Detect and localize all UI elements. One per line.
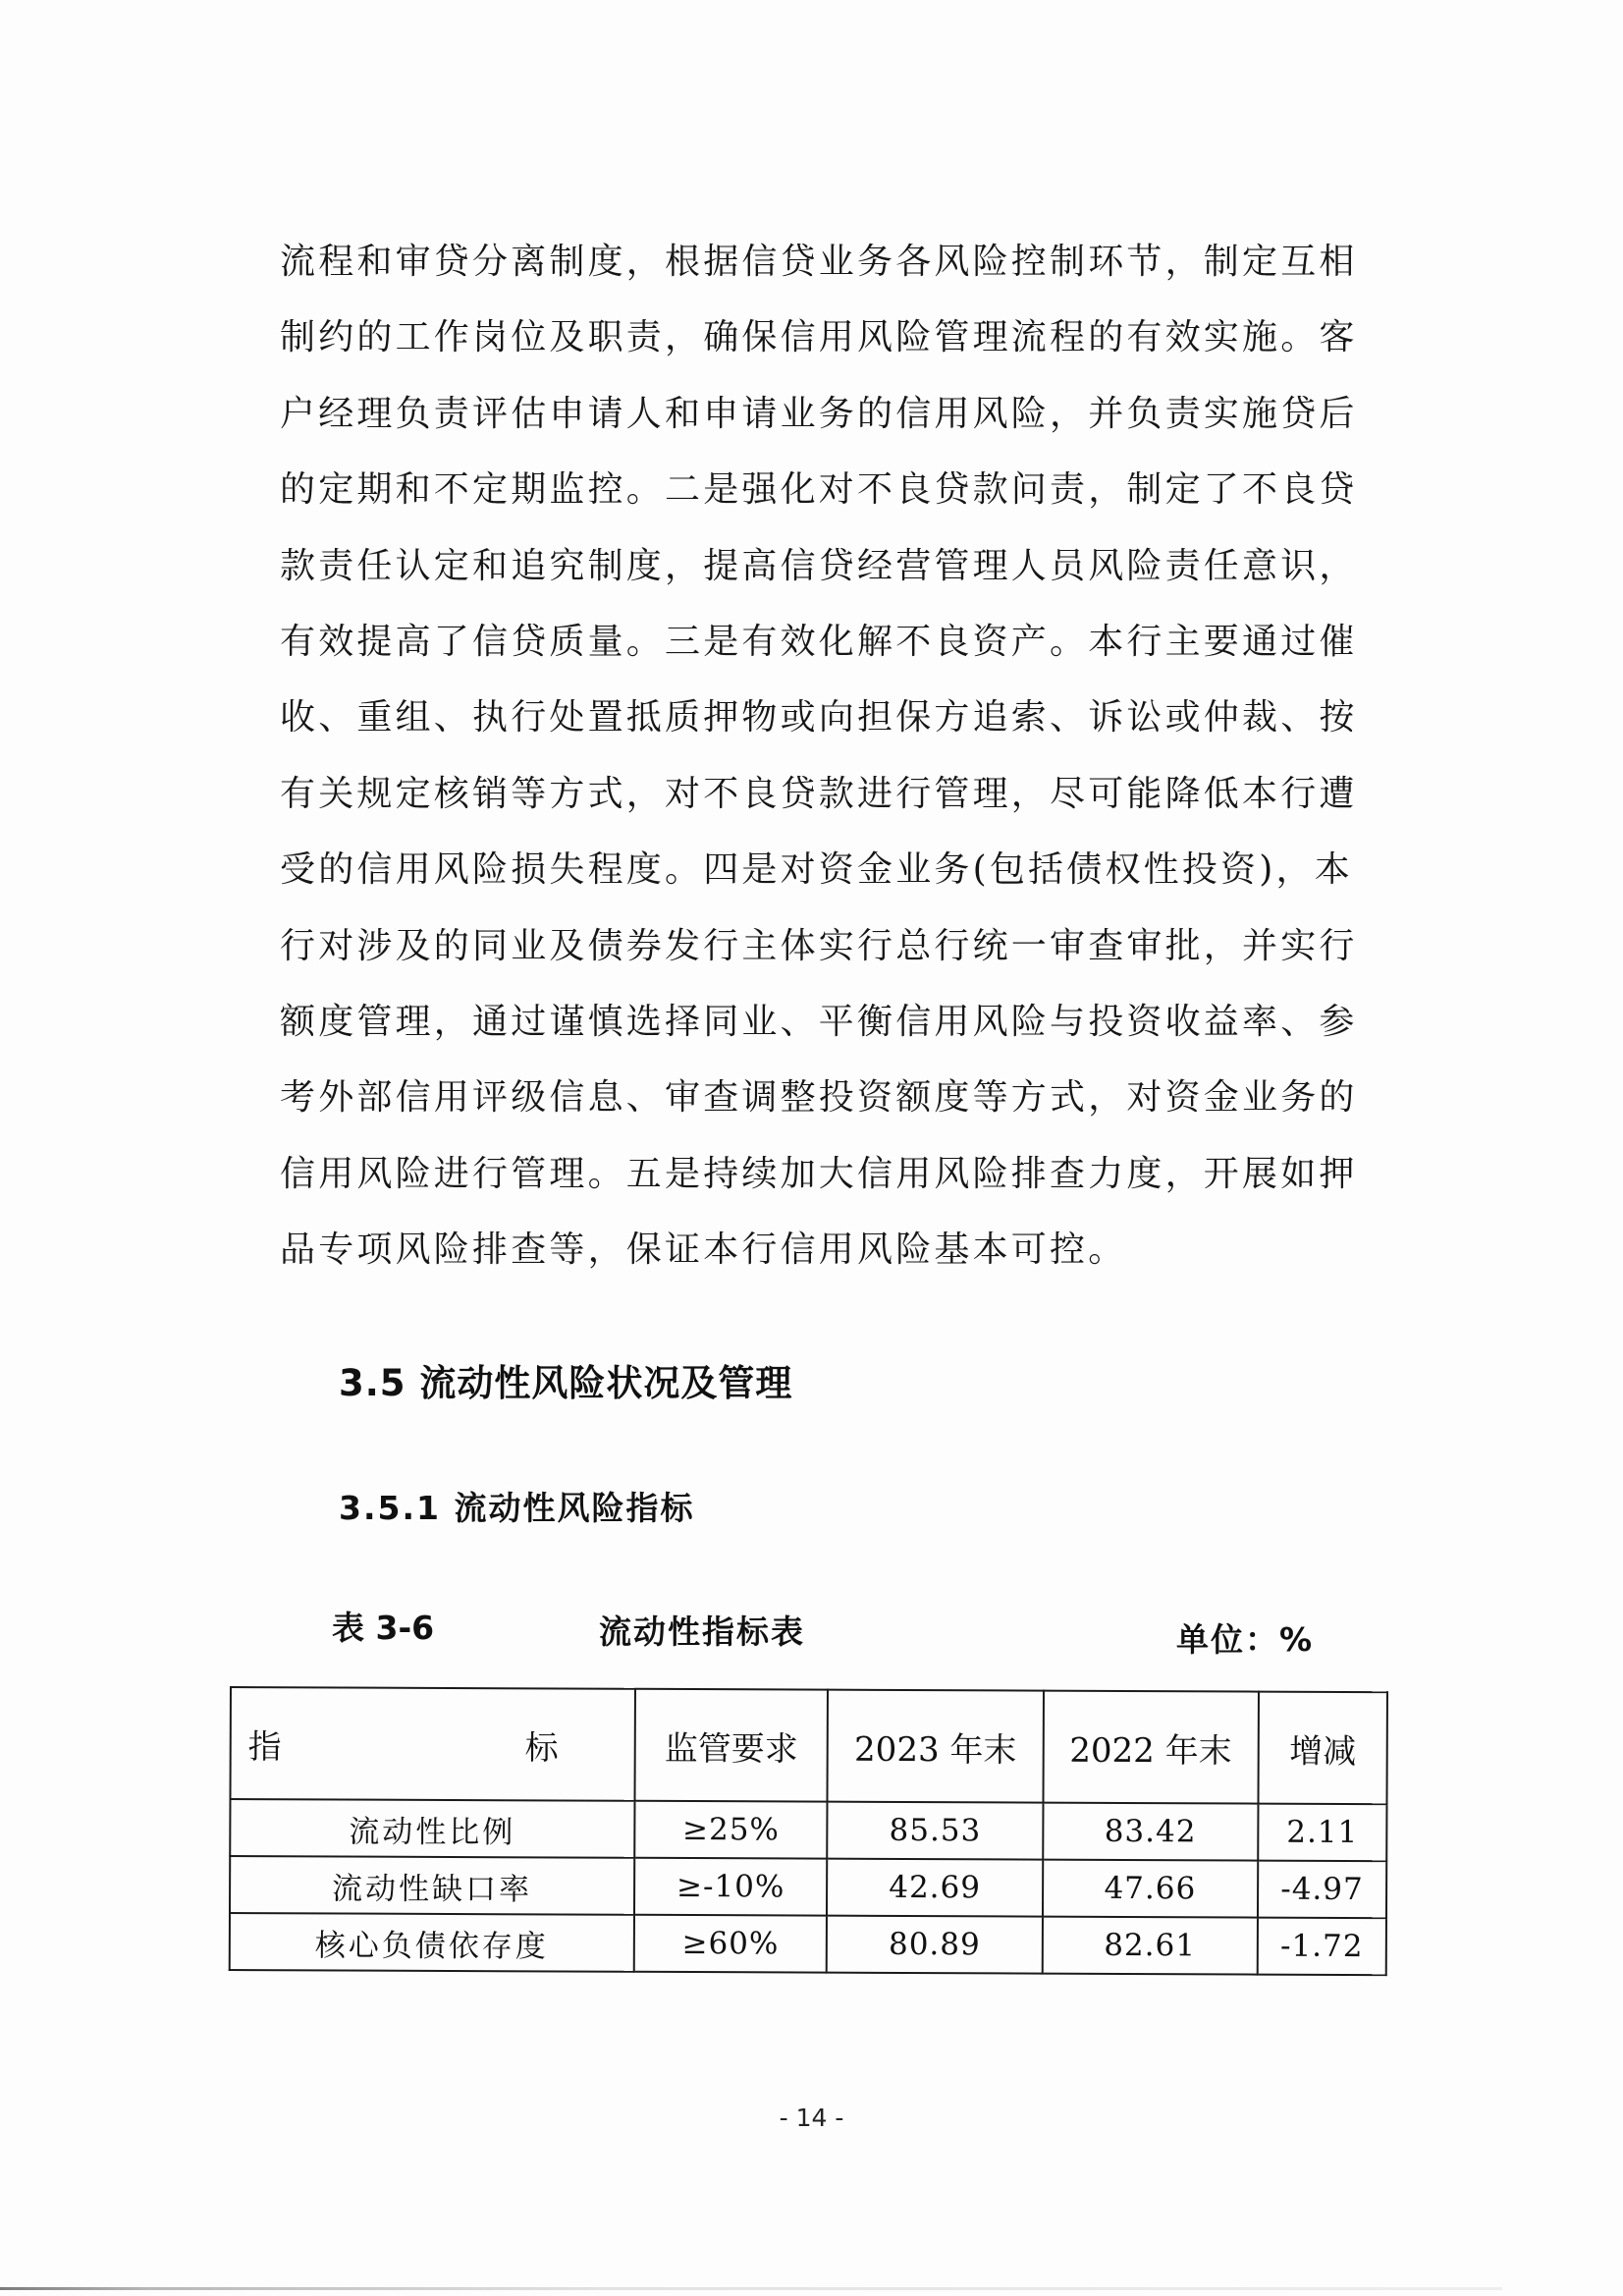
value-2023: 42.69 <box>827 1859 1042 1917</box>
change-value: -4.97 <box>1258 1861 1386 1919</box>
body-line: 额度管理，通过谨慎选择同业、平衡信用风险与投资收益率、参 <box>280 1001 1358 1042</box>
subsection-heading: 3.5.1 流动性风险指标 <box>339 1489 695 1527</box>
body-line: 流程和审贷分离制度，根据信贷业务各风险控制环节，制定互相 <box>280 242 1358 282</box>
change-value: 2.11 <box>1258 1804 1386 1862</box>
change-value: -1.72 <box>1258 1918 1386 1976</box>
body-line: 有关规定核销等方式，对不良贷款进行管理，尽可能降低本行遭 <box>280 773 1358 814</box>
value-2023: 85.53 <box>828 1802 1043 1860</box>
table-caption <box>332 1603 1333 1662</box>
table-row <box>230 1856 1386 1918</box>
header-2022: 2022 年末 <box>1043 1691 1259 1804</box>
value-2022: 47.66 <box>1043 1860 1258 1918</box>
header-2023: 2023 年末 <box>828 1690 1044 1803</box>
table-number: 表 3-6 <box>332 1609 435 1647</box>
value-2023: 80.89 <box>827 1916 1042 1974</box>
body-line: 收、重组、执行处置抵质押物或向担保方追索、诉讼或仲裁、按 <box>280 697 1358 738</box>
body-paragraph <box>280 224 1399 1287</box>
table-header-row <box>230 1687 1386 1804</box>
requirement-value: ≥25% <box>634 1801 828 1859</box>
body-line: 的定期和不定期监控。二是强化对不良贷款问责，制定了不良贷 <box>280 469 1358 511</box>
header-requirement: 监管要求 <box>634 1689 828 1802</box>
body-line: 信用风险进行管理。五是持续加大信用风险排查力度，开展如押 <box>280 1153 1358 1194</box>
value-2022: 83.42 <box>1043 1803 1258 1861</box>
table-title: 流动性指标表 <box>599 1613 805 1651</box>
body-line: 受的信用风险损失程度。四是对资金业务(包括债权性投资)，本 <box>280 849 1353 891</box>
header-indicator: 指 标 <box>230 1687 634 1801</box>
indicator-name: 核心负债依存度 <box>230 1913 634 1972</box>
header-change: 增减 <box>1258 1692 1387 1805</box>
value-2022: 82.61 <box>1042 1917 1257 1975</box>
body-line: 有效提高了信贷质量。三是有效化解不良资产。本行主要通过催 <box>280 621 1358 662</box>
body-line: 制约的工作岗位及职责，确保信用风险管理流程的有效实施。客 <box>280 317 1358 358</box>
requirement-value: ≥60% <box>634 1915 828 1973</box>
body-line: 户经理负责评估申请人和申请业务的信用风险，并负责实施贷后 <box>280 393 1358 434</box>
liquidity-indicators-table <box>229 1686 1388 1976</box>
page-number: - 14 - <box>779 2104 844 2132</box>
requirement-value: ≥-10% <box>634 1858 828 1916</box>
liquidity-table-container <box>230 1686 1388 1971</box>
table-unit: 单位：% <box>1176 1620 1315 1659</box>
scan-edge-divider <box>0 2287 1502 2290</box>
body-line: 行对涉及的同业及债券发行主体实行总行统一审查审批，并实行 <box>280 925 1358 966</box>
body-line: 款责任认定和追究制度，提高信贷经营管理人员风险责任意识， <box>280 545 1358 586</box>
table-row <box>230 1799 1386 1861</box>
body-line: 品专项风险排查等，保证本行信用风险基本可控。 <box>280 1230 1127 1271</box>
section-heading: 3.5 流动性风险状况及管理 <box>339 1362 793 1404</box>
body-line: 考外部信用评级信息、审查调整投资额度等方式，对资金业务的 <box>280 1077 1358 1119</box>
indicator-name: 流动性比例 <box>230 1799 634 1858</box>
table-row <box>230 1913 1386 1975</box>
indicator-name: 流动性缺口率 <box>230 1856 634 1915</box>
